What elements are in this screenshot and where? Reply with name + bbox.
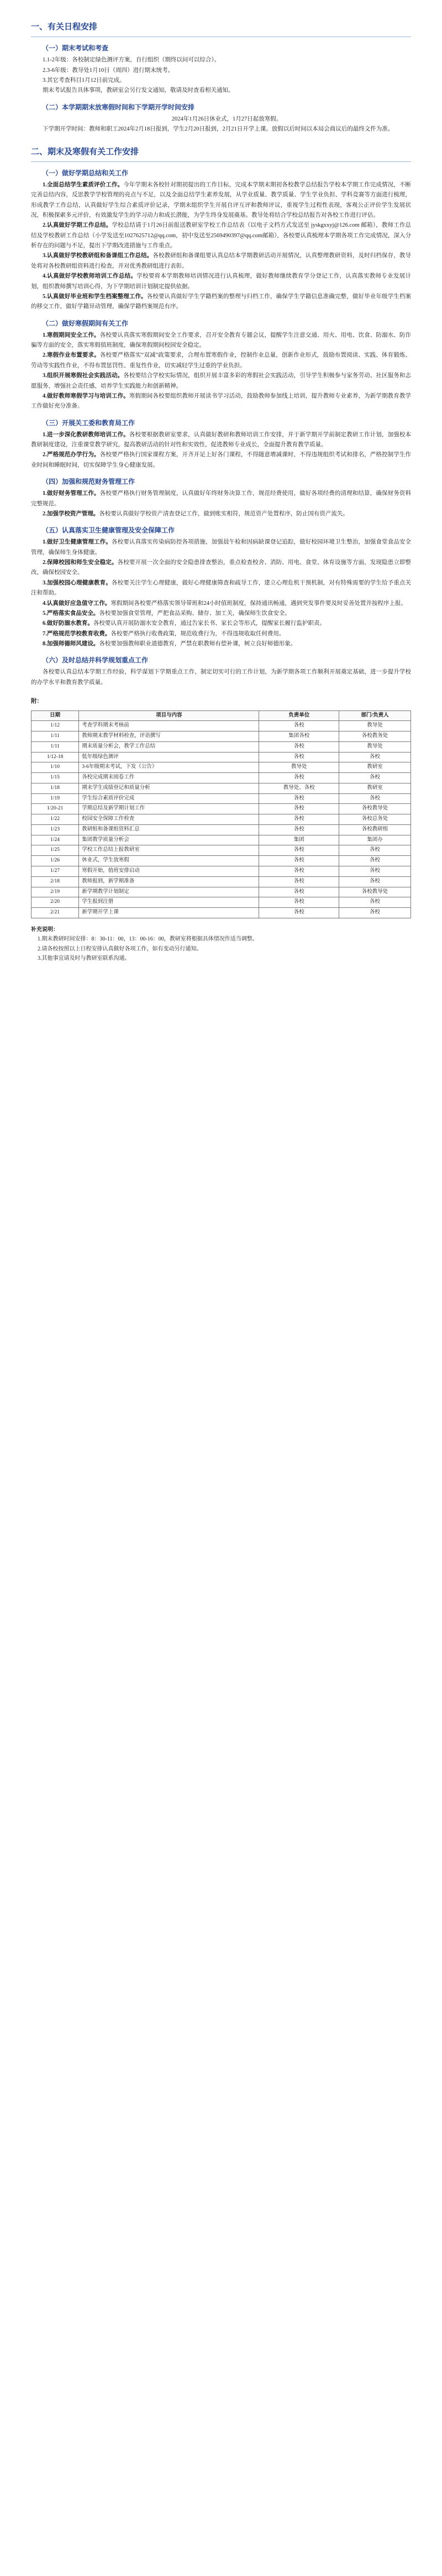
table-cell: 考查学科期末考核前 [79,721,259,731]
subheading-teaching-research: （三）开展关工委和教育局工作 [42,419,135,427]
table-cell: 1/23 [31,824,79,835]
document-page [0,0,442,980]
table-cell: 3-6年级期末考试，下发《公告》 [79,762,259,773]
paragraph [31,537,411,558]
supplement-notes [31,925,411,964]
paragraph-text: 今年学期末各校针对期初提出的工作目标，完成本学期末期初各校教学总结报告学校本学期工作完成情况，不断完善总结内容，反思教学学校管理的亮点与不足，以及全面总结学生素养发展，从学业质量、教学质量、学生学业负担、学科竞赛等方面进行梳理，形成教学工作总结，认真做好学生综合素质评价记录，学期末组织学生开展自评互评和教师评议，重视学生过程性表现，客观公正评价学生发展状况，积极探索多元评价，有效激发学生的学习动力和成长潜能，为学生终身发展奠基。教导处将结合学校总结报告对各校工作进行评估。 [31,181,412,218]
subheading-summary: （一）做好学期总结和关工作 [42,169,129,177]
paragraph-text: 各校要认真落实传染病防控各项措施，加强晨午检和因病缺课登记追踪，做好校园环境卫生整治，加强食堂食品安全管理，确保师生身体健康。 [31,539,412,556]
subheading-holiday: （二）本学期期末放寒假时间和下学期开学时间安排 [42,103,195,111]
paragraph [31,489,411,509]
table-cell: 学期总结及新学期计划工作 [79,804,259,814]
table-row [31,876,411,887]
paragraph [31,609,411,619]
paragraph [31,629,411,639]
table-row [31,804,411,814]
table-cell: 集团各校 [259,731,339,742]
paragraph [31,667,411,688]
section-heading-work: 二、期末及寒假有关工作安排 [31,147,139,156]
paragraph [31,639,411,649]
paragraph [31,599,411,609]
table-cell: 学生综合素质评价完成 [79,793,259,804]
table-cell: 各校 [259,752,339,762]
table-row [31,773,411,783]
paragraph-text: 各校要认真总结本学期工作经验，科学谋划下学期重点工作，制定切实可行的工作计划，为新学期各项工作顺利开展奠定基础，进一步提升学校的办学水平和教育教学质量。 [31,669,411,686]
table-cell: 各校 [339,876,411,887]
paragraph [31,180,411,221]
paragraph-head: 2.保障校园和师生安全稳定。 [43,560,118,566]
paragraph-head: 6.做好防溺水教育。 [43,620,93,627]
table-cell: 各校 [259,773,339,783]
table-cell: 各校教研组 [339,824,411,835]
table-cell: 各校 [339,793,411,804]
table-cell: 1/18 [31,783,79,793]
summary-paragraphs [31,180,411,312]
paragraph-text: 各校要根据教研室要求，认真做好教研和教师培训工作安排，并于新学期开学前制定教研工作计划，加强校本教研制度建设，注重课堂教学研究，提高教研活动的针对性和实效性，促进教师专业成长，全面提升教育教学质量。 [31,431,412,448]
paragraph-head: 2.严格规范办学行为。 [43,452,100,458]
paragraph-text: 寒假期间各校要严格落实领导带班和24小时值班制度，保持通讯畅通，遇到突发事件要及时妥善处置并按程序上报。 [110,600,407,607]
attachment-title: 附： [31,698,43,705]
table-cell: 新学期开学上课 [79,908,259,918]
paragraph [31,450,411,471]
table-row [31,897,411,908]
table-cell: 集团 [259,835,339,845]
exam-item-2: 2.3-6年级：教导处1月10日（周四）进行期末统考。 [43,67,174,74]
paragraph-text: 各校要严格落实“双减”政策要求，合理布置寒假作业，控制作业总量，创新作业形式，鼓励布置阅读、实践、体育锻炼、劳动等实践性作业，不得布置惩罚性、重复性作业，切实减轻学生过重的学业负担。 [31,352,411,369]
column-header: 部门/负责人 [339,710,411,721]
section-divider [31,36,411,37]
table-cell: 各校 [259,824,339,835]
exam-item-1: 1.1-2年级：各校制定绿色测评方案，自行组织（期终以问可以综合）。 [43,57,220,64]
table-cell: 各校完成期末阅卷工作 [79,773,259,783]
column-header: 项目与内容 [79,710,259,721]
table-cell: 2/21 [31,908,79,918]
table-cell: 各校 [259,804,339,814]
table-cell: 各校 [259,721,339,731]
supplement-title: 补充说明： [31,926,59,933]
table-cell: 教导处 [339,721,411,731]
table-cell: 各校 [339,856,411,866]
paragraph [31,271,411,292]
paragraph-text: 各校教研组和备课组要认真总结本学期教研活动开展情况，认真整理教研资料，及时归档保存，教导处将对各校教研组资料进行检查，并对优秀教研组进行表彰。 [31,253,412,269]
table-cell: 各校 [339,845,411,856]
table-cell: 教导处 [259,762,339,773]
paragraph [31,251,411,271]
paragraph-head: 2.认真做好学期工作总结。 [43,222,112,229]
section-divider [31,161,411,162]
table-row [31,887,411,897]
paragraph [31,292,411,312]
paragraph [31,391,411,412]
supplement-line: 3.其他事宜请及时与教研室联系沟通。 [38,955,130,962]
paragraph-text: 各校要认真做好学校资产清查登记工作，做到账实相符，规范资产处置程序，防止国有资产流失。 [99,510,349,517]
paragraph-head: 1.全面总结学生素质评价工作。 [43,181,124,188]
paragraph [31,221,411,251]
paragraph-text: 学校要将本学期教师培训情况进行认真梳理，做好教师继续教育学分登记工作，认真落实教师专业发展计划，组织教师撰写培训心得，为下学期培训计划制定提供依据。 [31,273,412,290]
paragraph-head: 3.认真做好学校教研组和备课组工作总结。 [43,253,153,259]
table-cell: 教导处 [339,741,411,752]
table-row [31,856,411,866]
paragraph-head: 8.加强师德师风建设。 [43,641,99,647]
paragraph [31,509,411,519]
supplement-line: 1.期末教研时间安排：8：30-11：00，13：00-16：00，教研室将根据具体情况作适当调整。 [38,936,258,943]
table-cell: 1/19 [31,793,79,804]
table-cell: 1/27 [31,866,79,876]
table-cell: 各校 [259,741,339,752]
paragraph [31,619,411,629]
paragraph-head: 1.寒假期间安全工作。 [43,332,100,338]
table-row [31,741,411,752]
paragraph [31,578,411,599]
table-row [31,866,411,876]
table-cell: 教师报到，新学期准备 [79,876,259,887]
table-row [31,814,411,825]
table-row [31,824,411,835]
table-cell: 各校 [339,773,411,783]
table-cell: 低年级绿色测评 [79,752,259,762]
holiday-date-line: 2024年1月26日休业式，1月27日起放寒假。 [171,116,282,122]
paragraph-head: 2.加强学校资产管理。 [43,510,99,517]
column-header: 日期 [31,710,79,721]
table-cell: 休业式，学生放寒假 [79,856,259,866]
table-cell: 2/18 [31,876,79,887]
schedule-body [31,721,411,918]
subheading-planning: （六）及时总结并科学规划重点工作 [42,656,149,665]
table-cell: 各校 [259,814,339,825]
paragraph-text: 各校要加强食堂管理，严把食品采购、储存、加工关，确保师生饮食安全。 [99,610,291,616]
paragraph-text: 学校总结请于1月26日前报送教研室学校工作总结表（以电子文档方式发送至 jyskgxxyj@126.com 邮箱），教师工作总结及学校教研工作总结（小学发送至1027625712@qq.com，初中发送至2569490397@qq.com邮箱），各校要认真梳理本学期各项工作完成情况，深入分析存在的问题与不足，提出下学期改进措施与工作重点。 [31,222,411,249]
paragraph-text: 各校要严格执行收费政策，规范收费行为，不得违规收取任何费用。 [110,630,285,637]
table-cell: 各校 [259,876,339,887]
paragraph-head: 5.严格落实食品安全。 [43,610,99,616]
paragraph-text: 各校要严格执行国家课程方案，开齐开足上好各门课程，不得随意增减课时，不得违规组织考试和排名，严格控制学生作业时间和睡眠时间，切实保障学生身心健康发展。 [31,452,411,468]
paragraph [31,351,411,371]
table-cell: 教研室 [339,762,411,773]
table-cell: 1/15 [31,773,79,783]
paragraph-head: 1.进一步深化教研教师培训工作。 [43,431,129,438]
exam-item-3: 3.其它考查科目1月12日前完成。 [43,77,125,83]
table-cell: 1/12 [31,721,79,731]
table-row [31,721,411,731]
paragraph [31,430,411,451]
subheading-exams: （一）期末考试和考查 [42,44,109,53]
table-row [31,752,411,762]
table-cell: 各校 [259,887,339,897]
exam-note: 期末考试报告具体事项，教研室会另行发文通知，敬请及时查看相关通知。 [43,87,234,94]
section-heading-schedule: 一、有关日程安排 [31,22,98,32]
table-cell: 各校 [259,897,339,908]
table-cell: 1/11 [31,741,79,752]
table-cell: 各校教务处 [339,731,411,742]
paragraph-head: 5.认真做好毕业班和学生档案整理工作。 [43,293,147,300]
paragraph-head: 4.做好教师寒假学习与培训工作。 [43,393,129,399]
table-cell: 期末学生成绩登记和质量分析 [79,783,259,793]
safety-paragraphs [31,537,411,649]
paragraph-text: 各校要开展一次全面的安全隐患排查整治，重点检查校舍、消防、用电、食堂、体育设施等方面，发现隐患立即整改，确保校园安全。 [31,560,411,576]
table-cell: 2/19 [31,887,79,897]
column-header: 负责单位 [259,710,339,721]
table-cell: 2/20 [31,897,79,908]
paragraph [31,558,411,578]
paragraph-head: 2.寒假作业布置要求。 [43,352,100,359]
table-cell: 各校 [339,908,411,918]
table-cell: 1/11 [31,731,79,742]
paragraph-head: 1.做好财务管理工作。 [43,490,100,497]
table-cell: 各校 [259,793,339,804]
table-row [31,793,411,804]
table-cell: 1/22 [31,814,79,825]
table-cell: 学校工作总结上报教研室 [79,845,259,856]
table-cell: 教研室 [339,783,411,793]
paragraph-text: 各校要加强教师职业道德教育，严禁在职教师有偿补课，树立良好师德形象。 [99,641,297,647]
paragraph-head: 3.加强校园心理健康教育。 [43,579,112,586]
table-row [31,731,411,742]
table-cell: 1/24 [31,835,79,845]
table-cell: 各校 [259,845,339,856]
table-cell: 期末质量分析会，教学工作总结 [79,741,259,752]
schedule-table [31,710,411,918]
paragraph-text: 寒假期间各校要组织教师开展读书学习活动，鼓励教师参加线上培训，提升教师专业素养，为新学期教育教学工作做好充分准备。 [31,393,412,410]
table-cell: 各校 [259,866,339,876]
table-cell: 教研组和备课组资料汇总 [79,824,259,835]
table-row [31,835,411,845]
paragraph-head: 4.认真做好学校教师培训工作总结。 [43,273,137,280]
supplement-line: 2.请各校按照以上日程安排认真做好各项工作，如有变动另行通知。 [38,945,202,952]
table-cell: 学生报到注册 [79,897,259,908]
paragraph-text: 各校要认真开展防溺水安全教育，通过告家长书、家长会等形式，提醒家长履行监护职责。 [93,620,325,627]
table-cell: 教导处、各校 [259,783,339,793]
paragraph-text: 各校要关注学生心理健康，做好心理健康筛查和疏导工作，建立心理危机干预机制，对有特殊需要的学生给予重点关注和帮助。 [31,579,412,597]
paragraph-text: 各校要严格执行财务管理制度，认真做好年终财务决算工作，规范经费使用，做好各项经费的清理和结算，确保财务资料完整规范。 [31,490,411,507]
paragraph-head: 1.做好卫生健康管理工作。 [43,539,112,546]
table-cell: 集团办 [339,835,411,845]
paragraph-head: 4.认真做好应急值守工作。 [43,600,111,607]
subheading-health-safety: （五）认真落实卫生健康管理及安全保障工作 [42,526,175,535]
table-cell: 各校教导处 [339,804,411,814]
table-row [31,783,411,793]
table-cell: 各校总务处 [339,814,411,825]
subheading-finance: （四）加强和规范财务管理工作 [42,478,135,486]
table-cell: 1/26 [31,856,79,866]
finance-paragraphs [31,489,411,519]
paragraph-head: 7.严格规范学校教育收费。 [43,630,111,637]
paragraph-text: 各校要认真落实寒假期间安全工作要求，召开安全教育专题会议，提醒学生注意交通、用火、用电、饮食、防溺水、防诈骗等方面的安全，落实寒假值班制度，确保寒假期间校园安全稳定。 [31,332,411,348]
research-paragraphs [31,430,411,471]
table-cell: 各校教导处 [339,887,411,897]
table-cell: 新学期教学计划制定 [79,887,259,897]
table-cell: 教师期末教学材料检查，评语撰写 [79,731,259,742]
table-cell: 寒假开始，值班安排启动 [79,866,259,876]
semester-start-line: 下学期开学时间：教师和职工2024年2月18日报到，学生2月20日报到，2月21日开学上课。放假以后时间以本局会商议后的最终文件为准。 [43,126,394,133]
paragraph-text: 各校要结合学校实际情况，组织开展丰富多彩的寒假社会实践活动，引导学生积极参与家务劳动、社区服务和志愿服务，增强社会责任感，培养学生实践能力和创新精神。 [31,373,412,389]
table-cell: 各校 [259,856,339,866]
table-cell: 1/20-21 [31,804,79,814]
table-cell: 校园安全保障工作检查 [79,814,259,825]
table-cell: 1/10 [31,762,79,773]
table-cell: 1/12-18 [31,752,79,762]
table-cell: 集团教学质量分析会 [79,835,259,845]
table-row [31,845,411,856]
paragraph-head: 3.组织开展寒假社会实践活动。 [43,373,124,379]
table-header-row [31,710,411,721]
paragraph-text: 各校要认真做好学生学籍档案的整理与归档工作，确保学生学籍信息准确完整，做好毕业年级学生档案的移交工作，做好学籍异动管理，确保学籍档案规范有序。 [31,293,411,310]
table-row [31,908,411,918]
table-cell: 1/25 [31,845,79,856]
subheading-winter-break: （二）做好寒假期间有关工作 [42,319,129,327]
table-row [31,762,411,773]
paragraph [31,371,411,391]
winter-paragraphs [31,331,411,412]
paragraph [31,331,411,351]
table-cell: 各校 [339,752,411,762]
table-cell: 各校 [339,897,411,908]
table-cell: 各校 [259,908,339,918]
table-cell: 各校 [339,866,411,876]
